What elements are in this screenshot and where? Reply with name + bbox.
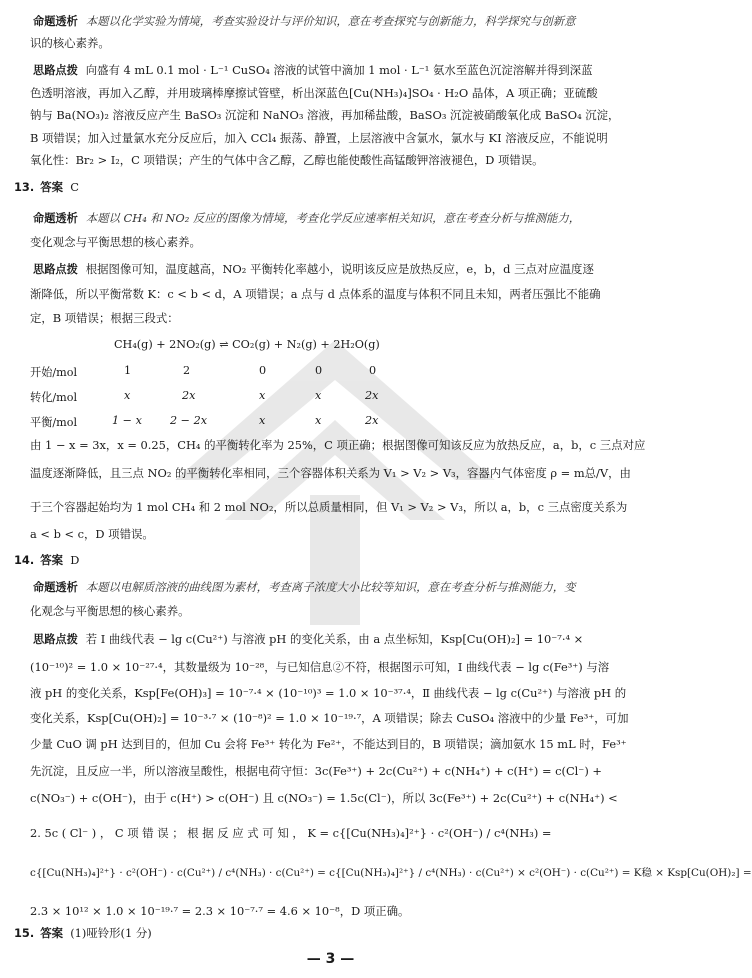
q14-hint-line: (10⁻¹⁰)² = 1.0 × 10⁻²⁷·⁴，其数量级为 10⁻²⁸，与已知信息②不符，根据图示可知，Ⅰ 曲线代表 − lg c(Fe³⁺) 与溶 (30, 660, 610, 674)
q14-hint-line: 2.3 × 10¹² × 1.0 × 10⁻¹⁹·⁷ = 2.3 × 10⁻⁷·⁷ = 4.6 × 10⁻⁸，D 项正确。 (30, 904, 410, 918)
q12-hint-line: 色透明溶液，再加入乙醇，并用玻璃棒摩擦试管壁，析出深蓝色[Cu(NH₃)₄]SO₄ · H₂O 晶体，A 项正确；亚硫酸 (30, 86, 598, 100)
table-cell: 0 (259, 364, 267, 377)
q12-analysis: 命题透析 本题以化学实验为情境，考查实验设计与评价知识，意在考查探究与创新能力，科学探究与创新意 (33, 14, 576, 28)
q13-hint-line: 定，B 项错误；根据三段式： (30, 311, 179, 325)
table-cell: 0 (369, 364, 377, 377)
table-cell: 2x (365, 414, 379, 427)
q14-hint-line: 变化关系，Ksp[Cu(OH)₂] = 10⁻³·⁷ × (10⁻⁸)² = 1.0 × 10⁻¹⁹·⁷，A 项错误；除去 CuSO₄ 溶液中的少量 Fe³⁺，可加 (30, 711, 629, 725)
table-cell: 2 − 2x (170, 414, 208, 427)
q12-hint-line: B 项错误；加入过量氯水充分反应后，加入 CCl₄ 振荡、静置，上层溶液中含氯水，氯水与 KI 溶液反应，不能说明 (30, 131, 608, 145)
table-cell: 1 (124, 364, 132, 377)
table-cell: x (124, 389, 131, 402)
q14-analysis: 命题透析 本题以电解质溶液的曲线图为素材，考查离子浓度大小比较等知识，意在考查分析与推测能力，变 (33, 580, 576, 594)
table-cell: x (315, 389, 322, 402)
q14-hint-line: 先沉淀，且反应一半，所以溶液呈酸性，根据电荷守恒：3c(Fe³⁺) + 2c(Cu²⁺) + c(NH₄⁺) + c(H⁺) = c(Cl⁻) + (30, 764, 602, 778)
table-row-label: 转化/mol (30, 391, 78, 404)
table-cell: 2x (365, 389, 379, 402)
q13-hint-line: a < b < c，D 项错误。 (30, 527, 154, 541)
q13-hint-line: 渐降低，所以平衡常数 K：c < b < d，A 项错误；a 点与 d 点体系的温度与体积不同且未知，两者压强比不能确 (30, 287, 601, 301)
q15-answer: 15. 答案 (1)哑铃形(1 分) (14, 926, 152, 940)
q14-hint: 思路点拨 若 Ⅰ 曲线代表 − lg c(Cu²⁺) 与溶液 pH 的变化关系，由 a 点坐标知，Ksp[Cu(OH)₂] = 10⁻⁷·⁴ × (33, 632, 584, 646)
reaction-equation: CH₄(g) + 2NO₂(g) ⇌ CO₂(g) + N₂(g) + 2H₂O(g) (114, 338, 380, 351)
q14-hint-line: c{[Cu(NH₃)₄]²⁺} · c²(OH⁻) · c(Cu²⁺) / c⁴(NH₃) · c(Cu²⁺) = c{[Cu(NH₃)₄]²⁺} / c⁴(NH₃) · c(Cu²⁺) × c²(OH⁻) · c(Cu²⁺) = K稳 × Ksp[Cu(OH)₂] = (30, 867, 752, 879)
q12-hint-line: 钠与 Ba(NO₃)₂ 溶液反应产生 BaSO₃ 沉淀和 NaNO₃ 溶液，再加稀盐酸，BaSO₃ 沉淀被硝酸氧化成 BaSO₄ 沉淀， (30, 108, 620, 122)
q14-hint-line: 2. 5c ( Cl⁻ ) ， C 项 错 误 ； 根 据 反 应 式 可 知 ， K = c{[Cu(NH₃)₄]²⁺} · c²(OH⁻) / c⁴(NH₃) = (30, 826, 552, 840)
table-cell: 1 − x (112, 414, 142, 427)
page-number: — 3 — (306, 951, 355, 967)
q14-hint-line: 液 pH 的变化关系，Ksp[Fe(OH)₃] = 10⁻⁷·⁴ × (10⁻¹⁰)³ = 1.0 × 10⁻³⁷·⁴，Ⅱ 曲线代表 − lg c(Cu²⁺) 与溶液 pH 的 (30, 686, 627, 700)
q14-analysis-cont: 化观念与平衡思想的核心素养。 (30, 604, 190, 618)
q14-answer: 14. 答案 D (14, 553, 80, 567)
q12-hint-line: 氧化性：Br₂ > I₂，C 项错误；产生的气体中含乙醇，乙醇也能使酸性高锰酸钾溶液褪色，D 项错误。 (30, 153, 544, 167)
q13-analysis: 命题透析 本题以 CH₄ 和 NO₂ 反应的图像为情境，考查化学反应速率相关知识，意在考查分析与推测能力， (33, 211, 581, 225)
table-cell: x (259, 414, 266, 427)
q13-hint-line: 于三个容器起始均为 1 mol CH₄ 和 2 mol NO₂，所以总质量相同，但 V₁ > V₂ > V₃，所以 a，b，c 三点密度关系为 (30, 500, 628, 514)
q13-hint-line: 由 1 − x = 3x，x = 0.25，CH₄ 的平衡转化率为 25%，C 项正确；根据图像可知该反应为放热反应，a，b，c 三点对应 (30, 438, 646, 452)
q14-hint-line: 少量 CuO 调 pH 达到目的，但加 Cu 会将 Fe³⁺ 转化为 Fe²⁺，不能达到目的，B 项错误；滴加氨水 15 mL 时，Fe³⁺ (30, 737, 627, 751)
table-cell: 0 (315, 364, 323, 377)
table-cell: 2 (183, 364, 191, 377)
q13-answer: 13. 答案 C (14, 180, 79, 194)
q13-hint: 思路点拨 根据图像可知，温度越高，NO₂ 平衡转化率越小，说明该反应是放热反应，e，b，d 三点对应温度逐 (33, 262, 594, 276)
table-row-label: 平衡/mol (30, 416, 78, 429)
q13-analysis-cont: 变化观念与平衡思想的核心素养。 (30, 235, 201, 249)
q13-hint-line: 温度逐渐降低，且三点 NO₂ 的平衡转化率相同，三个容器体积关系为 V₁ > V₂ > V₃，容器内气体密度 ρ = m总/V，由 (30, 466, 631, 480)
table-cell: 2x (182, 389, 196, 402)
q12-hint: 思路点拨 向盛有 4 mL 0.1 mol · L⁻¹ CuSO₄ 溶液的试管中滴加 1 mol · L⁻¹ 氨水至蓝色沉淀溶解并得到深蓝 (33, 63, 593, 77)
table-row-label: 开始/mol (30, 366, 78, 379)
q14-hint-line: c(NO₃⁻) + c(OH⁻)，由于 c(H⁺) > c(OH⁻) 且 c(NO₃⁻) = 1.5c(Cl⁻)，所以 3c(Fe³⁺) + 2c(Cu²⁺) + c(NH₄⁺) < (30, 791, 618, 805)
table-cell: x (259, 389, 266, 402)
table-cell: x (315, 414, 322, 427)
q12-analysis-cont: 识的核心素养。 (30, 36, 110, 50)
